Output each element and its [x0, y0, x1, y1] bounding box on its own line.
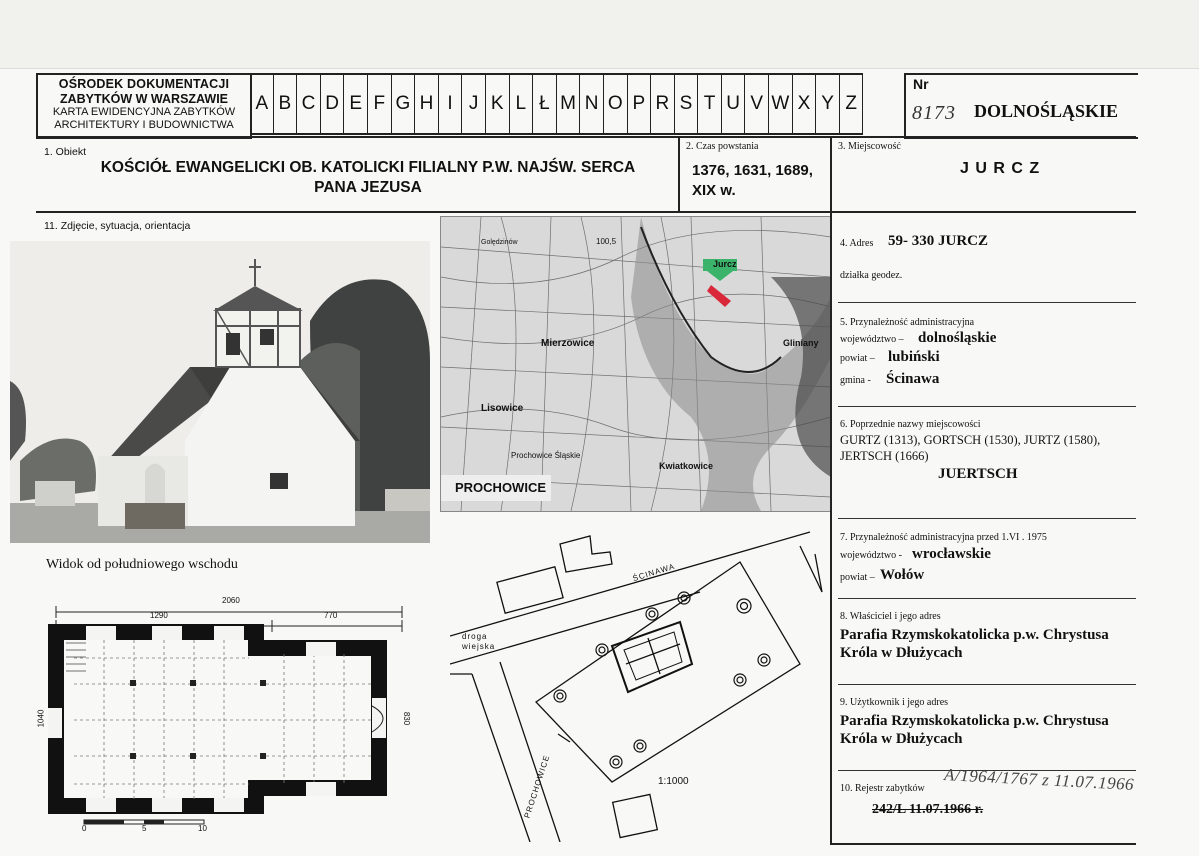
org-line4: ARCHITEKTURY I BUDOWNICTWA [54, 119, 234, 131]
plot-label: działka geodez. [840, 270, 903, 281]
user-line2: Króla w Dłużycach [840, 731, 963, 747]
dim-left: 1290 [150, 611, 168, 620]
road-label-prochowice: PROCHOWICE [522, 753, 552, 820]
alphabet-index [250, 73, 863, 135]
dim-height-left: 1040 [36, 709, 46, 728]
registry-old-value: 242/L 11.07.1966 r. [872, 802, 984, 817]
org-line3: KARTA EWIDENCYJNA ZABYTKÓW [52, 106, 236, 118]
index-letter: Ł [533, 73, 557, 135]
scale-tick-10: 10 [198, 824, 207, 833]
index-letter: Z [840, 73, 864, 135]
organization-box [36, 73, 252, 139]
admin-pow-label: powiat – [840, 353, 875, 364]
map-label-lisowice: Lisowice [481, 403, 524, 414]
index-letter: Y [816, 73, 840, 135]
index-letter: W [769, 73, 793, 135]
time-line1: 1376, 1631, 1689, [692, 162, 813, 179]
divider [838, 684, 1136, 685]
voivodeship-header: DOLNOŚLĄSKIE [974, 101, 1119, 121]
divider [838, 406, 1136, 407]
registry-handwritten: A/1964/1767 z 11.07.1966 [943, 765, 1135, 794]
org-line1: OŚRODEK DOKUMENTACJI [58, 77, 230, 91]
index-letter: U [722, 73, 746, 135]
dim-height-right: 830 [402, 711, 412, 726]
org-line2: ZABYTKÓW W WARSZAWIE [59, 91, 229, 106]
map-label-goledzinow: Golędzinów [481, 239, 518, 246]
church-photo [10, 241, 430, 543]
index-letter: R [651, 73, 675, 135]
object-name-line2: PANA JEZUSA [314, 179, 422, 196]
road-label-scinawa: ŚCINAWA [631, 561, 677, 584]
map-label-mierzowice: Mierzowice [541, 338, 595, 349]
map-label-height: 100,5 [596, 237, 617, 246]
admin-before-woj-label: województwo - [840, 550, 902, 561]
map-label-kwiatkowice: Kwiatkowice [659, 461, 714, 471]
divider [838, 518, 1136, 519]
admin-woj-label: województwo – [840, 334, 904, 345]
scale-tick-5: 5 [142, 824, 147, 833]
object-label: 1. Obiekt [44, 146, 87, 158]
index-letter: I [439, 73, 463, 135]
index-letter: G [392, 73, 416, 135]
dim-right: 770 [324, 611, 338, 620]
index-letter: H [415, 73, 439, 135]
divider [36, 211, 1136, 213]
index-letter: A [250, 73, 274, 135]
time-value [692, 161, 813, 201]
address-value: 59- 330 JURCZ [888, 233, 988, 249]
index-letter: O [604, 73, 628, 135]
owner-line1: Parafia Rzymskokatolicka p.w. Chrystusa [840, 627, 1109, 643]
divider [830, 843, 1136, 845]
site-scale: 1:1000 [658, 776, 689, 787]
divider [838, 598, 1136, 599]
index-letter: L [510, 73, 534, 135]
admin-before-label: 7. Przynależność administracyjna przed 1.VI . 1975 [840, 532, 1047, 543]
dim-total: 2060 [222, 596, 240, 605]
index-letter: F [368, 73, 392, 135]
scale-tick-0: 0 [82, 824, 87, 833]
index-letter: S [675, 73, 699, 135]
index-letter: X [793, 73, 817, 135]
place-label: 3. Miejscowość [838, 141, 901, 152]
owner-line2: Króla w Dłużycach [840, 645, 963, 661]
photo-caption: Widok od południowego wschodu [46, 557, 238, 572]
divider [36, 136, 1136, 138]
object-name [62, 158, 674, 198]
admin-before-pow-value: Wołów [880, 567, 925, 583]
object-name-line1: KOŚCIÓŁ EWANGELICKI OB. KATOLICKI FILIALNY P.W. NAJŚW. SERCA [100, 159, 636, 176]
admin-before-pow-label: powiat – [840, 572, 875, 583]
divider [830, 213, 832, 845]
time-line2: XIX w. [692, 182, 736, 199]
divider [838, 302, 1136, 303]
floor-plan [36, 588, 414, 833]
photo-section-label: 11. Zdjęcie, sytuacja, orientacja [44, 220, 191, 232]
map-label-prochowice-slaskie: Prochowice Śląskie [511, 451, 581, 460]
index-letter: D [321, 73, 345, 135]
prev-names-line3: JUERTSCH [938, 466, 1018, 482]
prev-names-label: 6. Poprzednie nazwy miejscowości [840, 419, 981, 430]
admin-before-woj-value: wrocławskie [912, 546, 991, 562]
divider [678, 136, 680, 213]
index-letter: V [745, 73, 769, 135]
road-label-village-line2: wiejska [462, 642, 496, 651]
address-label: 4. Adres [840, 238, 874, 249]
index-letter: N [580, 73, 604, 135]
site-plan [450, 524, 830, 842]
admin-woj-value: dolnośląskie [918, 330, 997, 346]
index-letter: T [698, 73, 722, 135]
index-letter: K [486, 73, 510, 135]
road-label-village-line1: droga [462, 632, 488, 641]
registry-label: 10. Rejestr zabytków [840, 783, 925, 794]
nr-label: Nr [913, 76, 929, 92]
nr-value: 8173 [912, 102, 956, 124]
owner-label: 8. Właściciel i jego adres [840, 611, 941, 622]
index-letter: C [297, 73, 321, 135]
index-letter: J [462, 73, 486, 135]
index-letter: B [274, 73, 298, 135]
prev-names-line1: GURTZ (1313), GORTSCH (1530), JURTZ (1580), [840, 433, 1101, 447]
admin-pow-value: lubiński [888, 349, 940, 365]
map-label-jurcz: Jurcz [713, 259, 737, 269]
road-label-village [462, 632, 495, 652]
prev-names-line2: JERTSCH (1666) [840, 449, 929, 463]
index-letter: P [628, 73, 652, 135]
time-label: 2. Czas powstania [686, 141, 759, 152]
index-letter: M [557, 73, 581, 135]
index-letter: E [344, 73, 368, 135]
admin-gmina-value: Ścinawa [886, 371, 940, 387]
place-value: J U R C Z [960, 160, 1041, 177]
user-line1: Parafia Rzymskokatolicka p.w. Chrystusa [840, 713, 1109, 729]
top-margin [0, 0, 1199, 69]
admin-gmina-label: gmina - [840, 375, 871, 386]
map-label-gliniany: Gliniany [783, 338, 819, 348]
divider [830, 136, 832, 213]
location-map [440, 216, 832, 512]
user-label: 9. Użytkownik i jego adres [840, 697, 949, 708]
admin-label: 5. Przynależność administracyjna [840, 317, 975, 328]
map-label-prochowice: PROCHOWICE [455, 480, 546, 495]
